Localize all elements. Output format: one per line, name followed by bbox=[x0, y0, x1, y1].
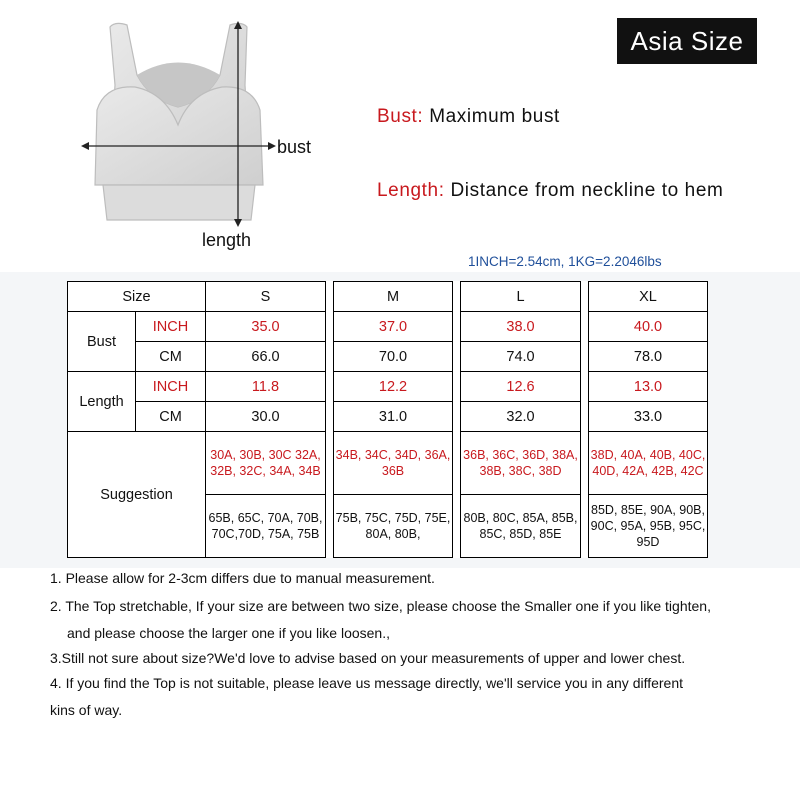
cell-bust-cm-xl: 78.0 bbox=[589, 342, 708, 372]
header-s: S bbox=[206, 282, 326, 312]
note-3: 3.Still not sure about size?We'd love to advise based on your measurements of upper and lower chest. bbox=[50, 650, 686, 666]
note-2: 2. The Top stretchable, If your size are between two size, please choose the Smaller one if you like tighten, bbox=[50, 598, 711, 614]
row-label-bust: Bust bbox=[68, 312, 136, 372]
size-region-badge: Asia Size bbox=[617, 18, 757, 64]
cell-length-cm-s: 30.0 bbox=[206, 402, 326, 432]
header-xl: XL bbox=[589, 282, 708, 312]
arrow-left-icon bbox=[81, 142, 89, 150]
unit-conversion-note: 1INCH=2.54cm, 1KG=2.2046lbs bbox=[468, 254, 662, 269]
cell-bust-inch-s: 35.0 bbox=[206, 312, 326, 342]
cell-suggestion-eu-s: 65B, 65C, 70A, 70B, 70C,70D, 75A, 75B bbox=[206, 495, 326, 558]
sports-bra-illustration bbox=[75, 15, 290, 230]
unit-inch: INCH bbox=[136, 372, 206, 402]
cell-length-inch-m: 12.2 bbox=[334, 372, 453, 402]
arrow-right-icon bbox=[268, 142, 276, 150]
cell-suggestion-us-s: 30A, 30B, 30C 32A, 32B, 32C, 34A, 34B bbox=[206, 432, 326, 495]
bust-label: bust bbox=[277, 137, 312, 157]
cell-suggestion-eu-xl: 85D, 85E, 90A, 90B, 90C, 95A, 95B, 95C, 95D bbox=[589, 495, 708, 558]
unit-cm: CM bbox=[136, 342, 206, 372]
cell-suggestion-us-l: 36B, 36C, 36D, 38A, 38B, 38C, 38D bbox=[461, 432, 581, 495]
cell-length-inch-xl: 13.0 bbox=[589, 372, 708, 402]
table-row bbox=[68, 372, 708, 402]
cell-bust-inch-xl: 40.0 bbox=[589, 312, 708, 342]
cell-bust-inch-l: 38.0 bbox=[461, 312, 581, 342]
header-size: Size bbox=[68, 282, 206, 312]
cell-length-cm-m: 31.0 bbox=[334, 402, 453, 432]
arrow-down-icon bbox=[234, 219, 242, 227]
header-l: L bbox=[461, 282, 581, 312]
cell-suggestion-us-xl: 38D, 40A, 40B, 40C, 40D, 42A, 42B, 42C bbox=[589, 432, 708, 495]
unit-inch: INCH bbox=[136, 312, 206, 342]
cell-suggestion-eu-m: 75B, 75C, 75D, 75E, 80A, 80B, bbox=[334, 495, 453, 558]
note-2-continued: and please choose the larger one if you like loosen., bbox=[67, 625, 390, 641]
cell-suggestion-eu-l: 80B, 80C, 85A, 85B, 85C, 85D, 85E bbox=[461, 495, 581, 558]
cell-bust-inch-m: 37.0 bbox=[334, 312, 453, 342]
table-header-row bbox=[68, 282, 708, 312]
length-definition bbox=[377, 180, 723, 202]
length-definition-key: Length: bbox=[377, 180, 445, 201]
cell-suggestion-us-m: 34B, 34C, 34D, 36A, 36B bbox=[334, 432, 453, 495]
note-4: 4. If you find the Top is not suitable, please leave us message directly, we'll service you in any different bbox=[50, 675, 684, 691]
bust-definition-text: Maximum bust bbox=[423, 106, 560, 127]
table-row bbox=[68, 342, 708, 372]
length-definition-text: Distance from neckline to hem bbox=[444, 180, 724, 201]
unit-cm: CM bbox=[136, 402, 206, 432]
cell-length-cm-xl: 33.0 bbox=[589, 402, 708, 432]
table-row bbox=[68, 402, 708, 432]
cell-bust-cm-l: 74.0 bbox=[461, 342, 581, 372]
cell-length-inch-s: 11.8 bbox=[206, 372, 326, 402]
bust-definition bbox=[377, 106, 560, 128]
row-label-suggestion: Suggestion bbox=[68, 432, 206, 558]
cell-length-inch-l: 12.6 bbox=[461, 372, 581, 402]
size-chart-table bbox=[67, 281, 708, 558]
note-1: 1. Please allow for 2-3cm differs due to manual measurement. bbox=[50, 570, 435, 586]
cell-bust-cm-s: 66.0 bbox=[206, 342, 326, 372]
table-row bbox=[68, 312, 708, 342]
row-label-length: Length bbox=[68, 372, 136, 432]
bust-definition-key: Bust: bbox=[377, 106, 424, 127]
header-m: M bbox=[334, 282, 453, 312]
table-row bbox=[68, 432, 708, 495]
length-label: length bbox=[202, 230, 252, 250]
note-4-continued: kins of way. bbox=[50, 702, 123, 718]
cell-length-cm-l: 32.0 bbox=[461, 402, 581, 432]
cell-bust-cm-m: 70.0 bbox=[334, 342, 453, 372]
